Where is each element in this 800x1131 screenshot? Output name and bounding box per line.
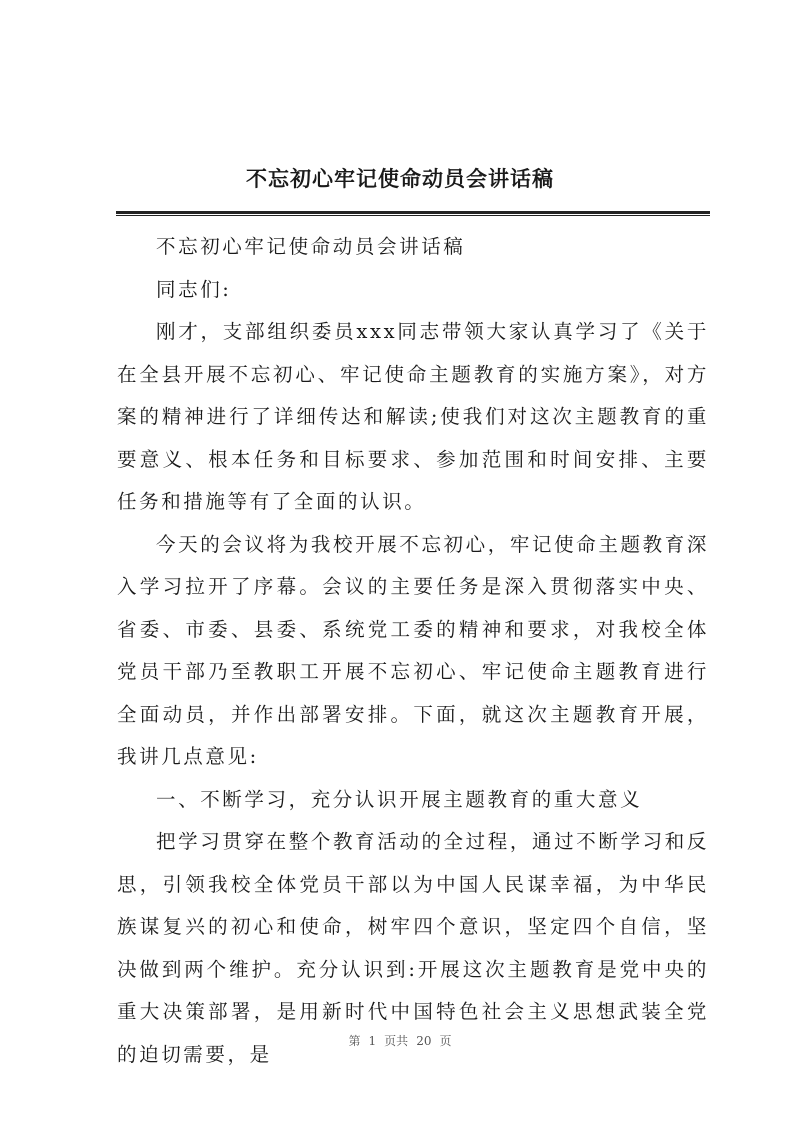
body-paragraph-heading-repeat: 不忘初心牢记使命动员会讲话稿: [156, 235, 466, 258]
body-paragraph: 今天的会议将为我校开展不忘初心，牢记使命主题教育深入学习拉开了序幕。会议的主要任务是深入贯彻落实中央、省委、市委、县委、系统党工委的精神和要求，对我校全体党员干部乃至教职工开展不忘初心、牢记使命主题教育进行全面动员，并作出部署安排。下面，就这次主题教育开展，我讲几点意见:: [117, 532, 709, 768]
page-footer: [0, 1032, 800, 1049]
body-paragraph: 刚才，支部组织委员xxx同志带领大家认真学习了《关于在全县开展不忘初心、牢记使命主题教育的实施方案》，对方案的精神进行了详细传达和解读;使我们对这次主题教育的重要意义、根本任务和目标要求、参加范围和时间安排、主要任务和措施等有了全面的认识。: [117, 320, 709, 513]
document-title: 不忘初心牢记使命动员会讲话稿: [246, 166, 554, 191]
footer-prefix: 第: [348, 1034, 361, 1048]
title-divider: [116, 211, 710, 216]
body-paragraph: 把学习贯穿在整个教育活动的全过程，通过不断学习和反思，引领我校全体党员干部以为中国人民谋幸福，为中华民族谋复兴的初心和使命，树牢四个意识，坚定四个自信，坚决做到两个维护。充分认识到:开展这次主题教育是党中央的重大决策部署，是用新时代中国特色社会主义思想武装全党的迫切需要，是: [117, 830, 709, 1066]
footer-current-page: 1: [368, 1034, 377, 1048]
body-paragraph-salutation: 同志们:: [156, 277, 232, 301]
footer-suffix: 页: [439, 1034, 452, 1048]
footer-middle: 页共: [384, 1034, 409, 1048]
document-body: [117, 226, 709, 1076]
footer-total-pages: 20: [416, 1034, 432, 1048]
section-heading: 一、不断学习，充分认识开展主题教育的重大意义: [156, 787, 643, 811]
